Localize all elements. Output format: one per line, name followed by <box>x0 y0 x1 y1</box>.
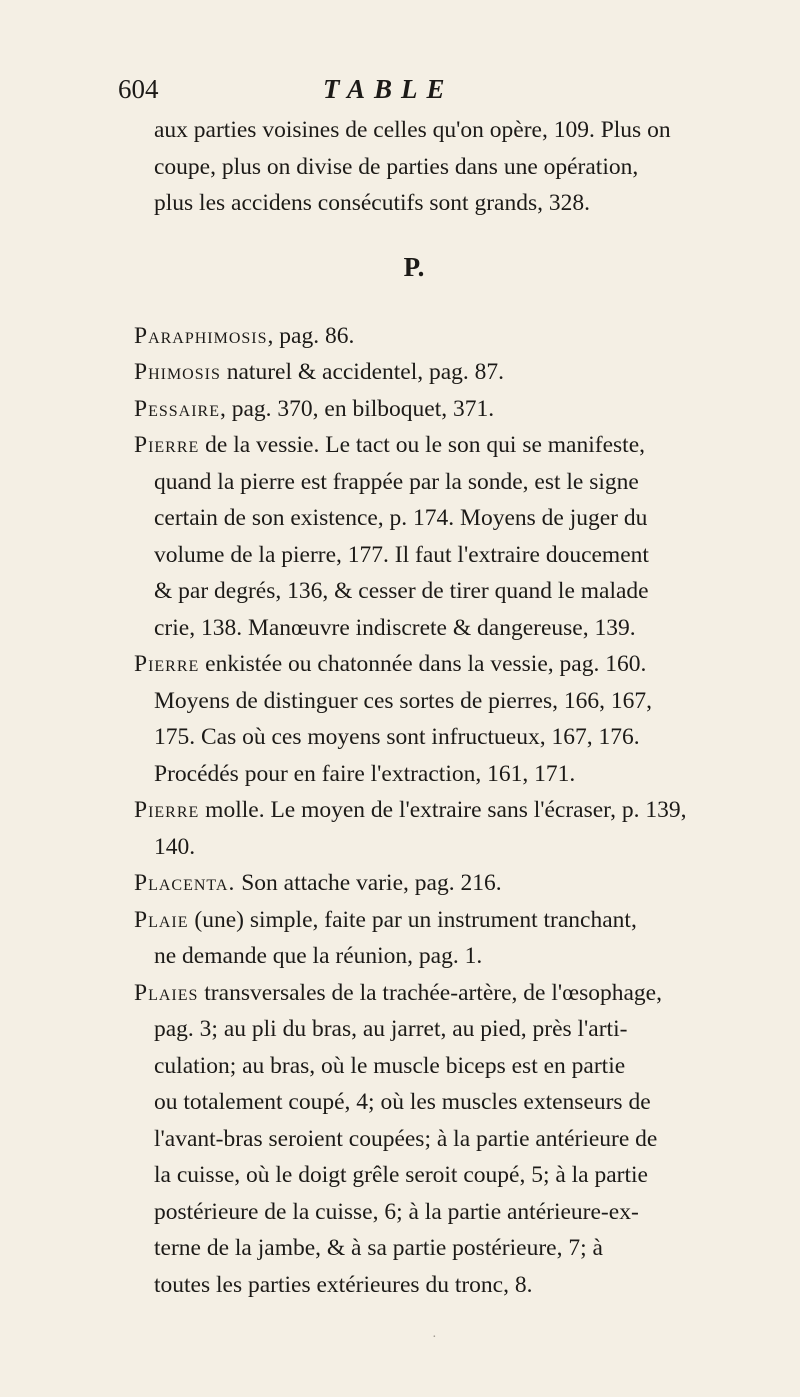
index-body <box>134 112 694 1303</box>
text-line: plus les accidens consécutifs sont grands, 328. <box>154 190 590 216</box>
entry-text: toutes les parties extérieures du tronc, 8. <box>154 1271 533 1298</box>
index-entry <box>134 318 694 355</box>
entry-text: , pag. 86. <box>267 322 355 349</box>
entry-text: postérieure de la cuisse, 6; à la partie antérieure-ex- <box>154 1198 639 1225</box>
entry-headword: Pierre <box>134 432 200 458</box>
entry-headword: Paraphimosis <box>134 322 268 349</box>
paper-speck: · <box>432 1330 437 1345</box>
entry-headword: Pierre <box>134 651 200 677</box>
entry-text: culation; au bras, où le muscle biceps est en partie <box>154 1052 626 1079</box>
index-entry <box>134 646 694 792</box>
index-entry <box>134 975 694 1304</box>
entry-text: Son attache varie, pag. 216. <box>235 870 502 896</box>
entry-text: (une) simple, faite par un instrument tranchant, <box>188 906 637 933</box>
running-title: TABLE <box>323 74 454 104</box>
entry-text: ou totalement coupé, 4; où les muscles extenseurs de <box>154 1089 651 1115</box>
entry-text: molle. Le moyen de l'extraire sans l'écraser, p. 139, <box>199 797 687 823</box>
entry-text: ne demande que la réunion, pag. 1. <box>154 943 483 969</box>
entry-text: quand la pierre est frappée par la sonde, est le signe <box>154 468 639 495</box>
intro-paragraph <box>134 112 694 222</box>
entry-text: & par degrés, 136, & cesser de tirer quand le malade <box>154 578 649 604</box>
entry-text: transversales de la trachée-artère, de l'œsophage, <box>198 979 662 1006</box>
entry-text: certain de son existence, p. 174. Moyens de juger du <box>154 505 648 531</box>
page-number: 604 <box>118 74 159 104</box>
entry-text: naturel & accidentel, pag. 87. <box>220 359 505 385</box>
entry-headword: Plaies <box>134 979 199 1006</box>
entry-headword: Placenta. <box>134 870 236 896</box>
entry-headword: Plaie <box>134 906 189 933</box>
page-header <box>118 74 718 114</box>
entry-text: enkistée ou chatonnée dans la vessie, pag. 160. <box>199 651 647 677</box>
entry-text: 175. Cas où ces moyens sont infructueux, 167, 176. <box>154 724 640 750</box>
entry-text: l'avant-bras seroient coupées; à la partie antérieure de <box>154 1125 658 1152</box>
text-line: aux parties voisines de celles qu'on opère, 109. Plus on <box>154 117 671 143</box>
entry-text: crie, 138. Manœuvre indiscrete & dangereuse, 139. <box>154 614 636 641</box>
index-entry <box>134 391 694 428</box>
section-letter: P. <box>403 251 425 282</box>
index-entry <box>134 354 694 391</box>
text-line: coupe, plus on divise de parties dans une opération, <box>154 153 639 180</box>
entry-text: Procédés pour en faire l'extraction, 161, 171. <box>154 760 576 787</box>
entry-headword: Pierre <box>134 797 200 823</box>
entry-text: volume de la pierre, 177. Il faut l'extraire doucement <box>154 541 649 568</box>
index-entry <box>134 865 694 902</box>
index-entry <box>134 427 694 646</box>
entry-text: 140. <box>154 833 196 860</box>
entry-text: , pag. 370, en bilboquet, 371. <box>219 395 495 422</box>
entry-text: la cuisse, où le doigt grêle seroit coupé, 5; à la partie <box>154 1162 648 1188</box>
index-entry <box>134 792 694 865</box>
index-entry <box>134 902 694 975</box>
entry-text: pag. 3; au pli du bras, au jarret, au pied, près l'arti- <box>154 1016 628 1042</box>
entry-text: Moyens de distinguer ces sortes de pierres, 166, 167, <box>154 687 652 714</box>
entry-text: terne de la jambe, & à sa partie postérieure, 7; à <box>154 1235 603 1261</box>
entry-text: de la vessie. Le tact ou le son qui se manifeste, <box>199 432 646 458</box>
entry-headword: Pessaire <box>134 395 220 422</box>
entry-headword: Phimosis <box>134 359 221 385</box>
